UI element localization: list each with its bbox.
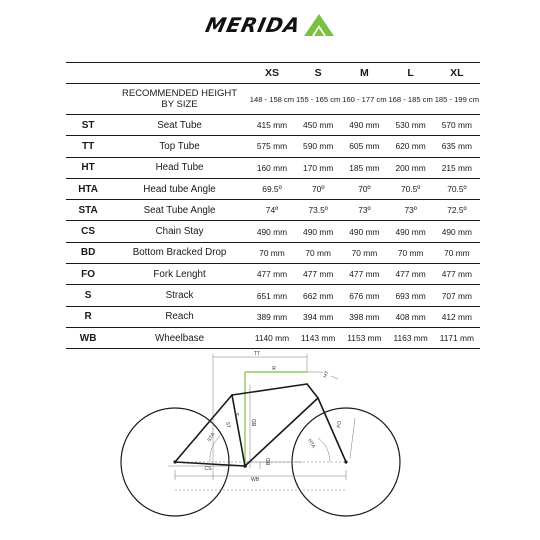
size-header-s: S <box>295 63 341 84</box>
header-name-cell <box>110 63 249 84</box>
row-value: 1153 mm <box>341 327 387 348</box>
row-value: 477 mm <box>434 264 480 285</box>
row-name: Bottom Bracked Drop <box>110 242 249 263</box>
row-value: 450 mm <box>295 115 341 136</box>
size-header-xl: XL <box>434 63 480 84</box>
row-name: Reach <box>110 306 249 327</box>
size-header-l: L <box>388 63 434 84</box>
row-value: 415 mm <box>249 115 295 136</box>
row-value: 635 mm <box>434 136 480 157</box>
row-value: 676 mm <box>341 285 387 306</box>
label-r: R <box>272 366 276 372</box>
height-range-xs: 148 - 158 cm <box>249 84 295 115</box>
label-s: S <box>235 412 241 416</box>
table-header-row <box>66 63 480 84</box>
label-bd-drop: BD <box>266 458 272 465</box>
geometry-table <box>66 62 480 349</box>
label-bd: BD <box>252 419 258 426</box>
row-name: Seat Tube Angle <box>110 200 249 221</box>
row-code: HTA <box>66 178 110 199</box>
row-value: 394 mm <box>295 306 341 327</box>
label-ht: HT <box>322 370 331 379</box>
table-row <box>66 242 480 263</box>
table-row <box>66 178 480 199</box>
row-value: 575 mm <box>249 136 295 157</box>
row-value: 170 mm <box>295 157 341 178</box>
row-name: Chain Stay <box>110 221 249 242</box>
label-tt: TT <box>253 351 261 357</box>
row-value: 1163 mm <box>388 327 434 348</box>
row-code: HT <box>66 157 110 178</box>
row-value: 73.5º <box>295 200 341 221</box>
row-value: 477 mm <box>341 264 387 285</box>
table-row <box>66 285 480 306</box>
row-value: 72.5º <box>434 200 480 221</box>
row-code: TT <box>66 136 110 157</box>
table-row <box>66 115 480 136</box>
row-value: 69.5º <box>249 178 295 199</box>
row-code: ST <box>66 115 110 136</box>
brand-logo <box>0 8 540 42</box>
row-code: R <box>66 306 110 327</box>
row-value: 70º <box>341 178 387 199</box>
label-sta: STA <box>206 431 217 443</box>
row-value: 490 mm <box>295 221 341 242</box>
height-range-xl: 185 - 199 cm <box>434 84 480 115</box>
bottom-bracket <box>243 464 247 468</box>
mountain-logo-icon <box>304 14 334 36</box>
table-row <box>66 264 480 285</box>
row-value: 70 mm <box>249 242 295 263</box>
row-value: 70º <box>295 178 341 199</box>
row-value: 73º <box>388 200 434 221</box>
table-row <box>66 136 480 157</box>
row-value: 651 mm <box>249 285 295 306</box>
height-range-m: 160 - 177 cm <box>341 84 387 115</box>
row-value: 477 mm <box>295 264 341 285</box>
row-value: 73º <box>341 200 387 221</box>
row-value: 1140 mm <box>249 327 295 348</box>
row-value: 490 mm <box>388 221 434 242</box>
recommended-height-row <box>66 84 480 115</box>
row-value: 70 mm <box>341 242 387 263</box>
row-value: 398 mm <box>341 306 387 327</box>
row-name: Head Tube <box>110 157 249 178</box>
bike-geometry-diagram <box>0 345 540 540</box>
label-fo: FO <box>336 420 344 429</box>
rear-hub <box>173 460 176 463</box>
row-value: 70.5º <box>388 178 434 199</box>
row-value: 693 mm <box>388 285 434 306</box>
row-value: 490 mm <box>434 221 480 242</box>
brand-name: MERIDA <box>203 13 303 37</box>
label-cs: CS <box>204 466 212 472</box>
size-header-xs: XS <box>249 63 295 84</box>
label-hta: HTA <box>306 438 317 450</box>
row-value: 662 mm <box>295 285 341 306</box>
row-value: 490 mm <box>341 115 387 136</box>
row-value: 530 mm <box>388 115 434 136</box>
label-st: ST <box>224 421 232 429</box>
row-name: Strack <box>110 285 249 306</box>
row-value: 590 mm <box>295 136 341 157</box>
row-value: 605 mm <box>341 136 387 157</box>
row-value: 477 mm <box>388 264 434 285</box>
row-name: Head tube Angle <box>110 178 249 199</box>
row-value: 74º <box>249 200 295 221</box>
table-row <box>66 306 480 327</box>
recommended-height-label: RECOMMENDED HEIGHT BY SIZE <box>110 84 249 115</box>
geometry-rows <box>66 115 480 349</box>
row-value: 408 mm <box>388 306 434 327</box>
row-value: 490 mm <box>249 221 295 242</box>
row-value: 477 mm <box>249 264 295 285</box>
row-value: 620 mm <box>388 136 434 157</box>
row-value: 70 mm <box>295 242 341 263</box>
row-value: 1171 mm <box>434 327 480 348</box>
row-code: CS <box>66 221 110 242</box>
row-value: 160 mm <box>249 157 295 178</box>
row-code: FO <box>66 264 110 285</box>
row-value: 412 mm <box>434 306 480 327</box>
row-value: 215 mm <box>434 157 480 178</box>
row-code: WB <box>66 327 110 348</box>
table-row <box>66 157 480 178</box>
bike-frame <box>175 384 346 466</box>
row-code: BD <box>66 242 110 263</box>
row-code: S <box>66 285 110 306</box>
row-value: 389 mm <box>249 306 295 327</box>
row-value: 490 mm <box>341 221 387 242</box>
table-row <box>66 221 480 242</box>
row-value: 707 mm <box>434 285 480 306</box>
row-value: 70.5º <box>434 178 480 199</box>
row-code: STA <box>66 200 110 221</box>
row-name: Top Tube <box>110 136 249 157</box>
size-header-m: M <box>341 63 387 84</box>
row-name: Seat Tube <box>110 115 249 136</box>
height-range-s: 155 - 165 cm <box>295 84 341 115</box>
row-value: 70 mm <box>388 242 434 263</box>
row-name: Fork Lenght <box>110 264 249 285</box>
front-hub <box>344 460 347 463</box>
row-value: 570 mm <box>434 115 480 136</box>
row-value: 70 mm <box>434 242 480 263</box>
table-row <box>66 200 480 221</box>
height-range-l: 168 - 185 cm <box>388 84 434 115</box>
label-wb: WB <box>250 477 260 483</box>
row-value: 1143 mm <box>295 327 341 348</box>
row-value: 185 mm <box>341 157 387 178</box>
row-value: 200 mm <box>388 157 434 178</box>
row-name: Wheelbase <box>110 327 249 348</box>
header-code-cell <box>66 63 110 84</box>
